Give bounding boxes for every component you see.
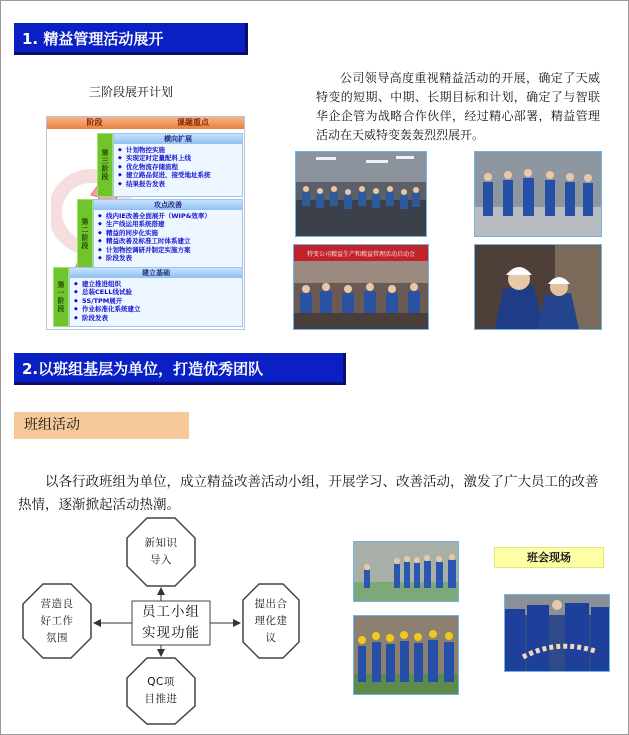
stage-1-box <box>69 267 243 327</box>
stage-2-box <box>93 199 243 269</box>
node-bottom-label <box>127 674 195 708</box>
stage-3-heading: 横向扩展 <box>114 134 242 144</box>
center-line-2: 实现功能 <box>142 625 200 641</box>
team-photos-caption: 班会现场 <box>494 547 604 568</box>
list-item: ◆ 作业标准化系统建立 <box>82 305 242 313</box>
conference-banner-text: 特变公司精益生产和精益管理活动启动会 <box>306 251 416 258</box>
node-right-line-2: 理化建 <box>254 615 288 627</box>
stage-2-heading: 攻点改善 <box>94 200 242 210</box>
section-1-title: 1. 精益管理活动展开 <box>14 23 248 55</box>
center-label <box>132 602 210 644</box>
plan-header-stage: 阶段 <box>86 118 103 127</box>
photo-team-line-2 <box>353 615 459 695</box>
list-item: ◆ 结果报告发表 <box>126 180 242 188</box>
list-item: ◆ 优化物流存储流程 <box>126 163 242 171</box>
photo-conference-banner <box>293 244 429 330</box>
intro-paragraph: 公司领导高度重视精益活动的开展，确定了天威特变的短期、中期、长期目标和计划，确定了与智联华企企管为战略合作伙伴，经过精心部署，精益管理活动在天威特变轰轰烈烈展开。 <box>316 71 600 142</box>
stage-2-label: 第二阶段 <box>77 199 93 269</box>
node-top-line-2: 导入 <box>150 554 172 566</box>
photo-standing-workers <box>474 151 602 237</box>
node-bottom-line-1: QC项 <box>147 676 175 688</box>
stage-3-box <box>113 133 243 197</box>
node-left-line-1: 营造良 <box>40 598 74 610</box>
center-line-1: 员工小组 <box>142 604 200 620</box>
list-item: ◆ 阶段发表 <box>82 314 242 322</box>
list-item: ◆ 线内IE改善全面展开（WIP&效率） <box>106 212 242 220</box>
node-top-line-1: 新知识 <box>144 537 178 549</box>
node-left-line-3: 氛围 <box>46 632 68 644</box>
list-item: ◆ 实现定时定量配料上线 <box>126 154 242 162</box>
node-right-line-3: 议 <box>265 632 277 644</box>
team-activity-banner: 班组活动 <box>14 412 189 439</box>
plan-caption: 三阶段展开计划 <box>89 85 174 99</box>
list-item: ◆ 总装CELL线试验 <box>82 288 242 296</box>
node-bottom-line-2: 目推进 <box>144 693 178 705</box>
node-left-line-2: 好工作 <box>40 615 74 627</box>
list-item: ◆ 计划物控实施 <box>126 146 242 154</box>
stage-1-label: 第一阶段 <box>53 267 69 327</box>
plan-header-focus: 课题重点 <box>177 118 209 127</box>
plan-header <box>47 117 244 129</box>
list-item: ◆ 阶段发表 <box>106 254 242 262</box>
node-right-label <box>243 596 299 647</box>
node-right-line-1: 提出合 <box>254 598 288 610</box>
list-item: ◆ 精益改善及标准工时体系建立 <box>106 237 242 245</box>
photo-team-meeting-circle <box>504 594 610 672</box>
three-stage-plan-graphic <box>46 116 245 330</box>
stage-1-heading: 建立基础 <box>70 268 242 278</box>
list-item: ◆ 5S/TPM展开 <box>82 297 242 305</box>
team-function-diagram <box>21 516 301 726</box>
stage-3-label: 第三阶段 <box>97 133 113 197</box>
node-top-label <box>127 535 195 569</box>
photo-helmet-workers <box>474 244 602 330</box>
list-item: ◆ 计划物控调研并制定实施方案 <box>106 246 242 254</box>
list-item: ◆ 建立推进组织 <box>82 280 242 288</box>
list-item: ◆ 生产线运用系统搭建 <box>106 220 242 228</box>
list-item: ◆ 精益的同步化实施 <box>106 229 242 237</box>
photo-meeting-hall <box>295 151 427 237</box>
node-left-label <box>23 596 91 647</box>
photo-team-line-1 <box>353 541 459 602</box>
team-activity-paragraph: 以各行政班组为单位，成立精益改善活动小组，开展学习、改善活动，激发了广大员工的改善热情，逐渐掀起活动热潮。 <box>18 474 599 513</box>
list-item: ◆ 建立路品促进、接受地址系统 <box>126 171 242 179</box>
section-2-title: 2.以班组基层为单位，打造优秀团队 <box>14 353 346 385</box>
